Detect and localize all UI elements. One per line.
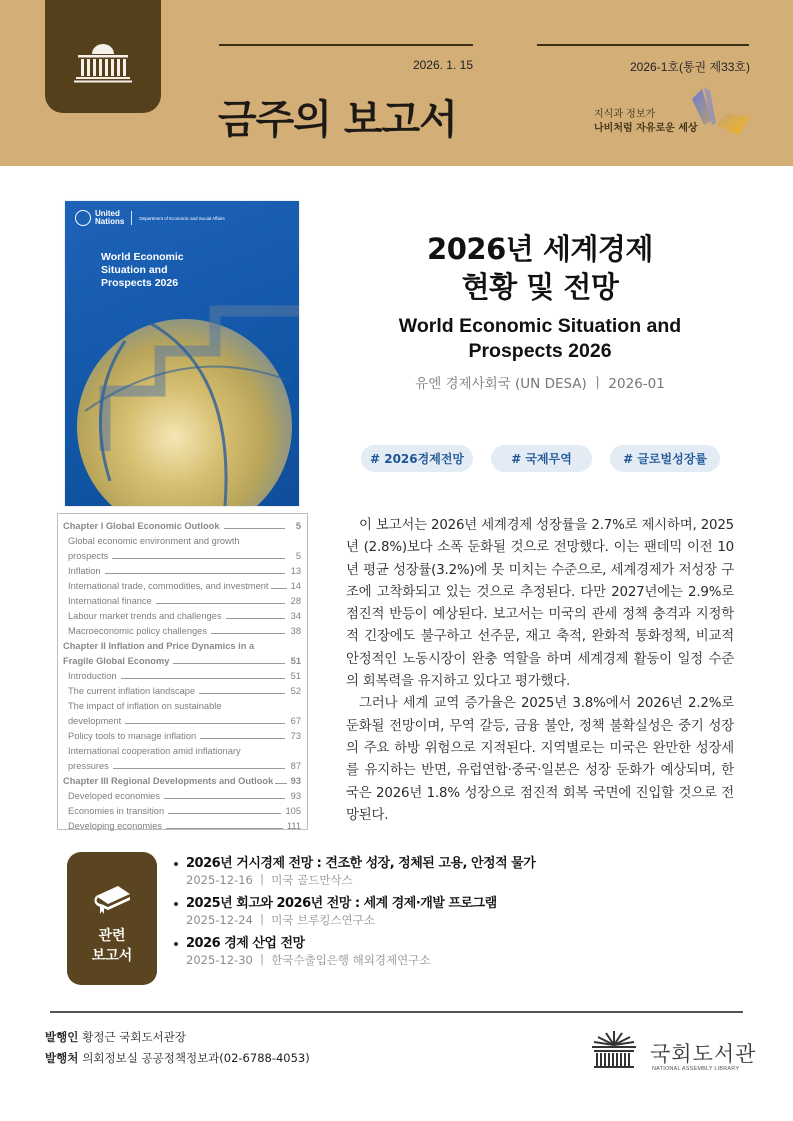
report-title-block xyxy=(345,230,735,392)
masthead-title: 금주의 보고서 xyxy=(218,97,457,143)
cover-title: World Economic Situation and Prospects 2026 xyxy=(101,251,184,289)
book-icon xyxy=(92,880,132,916)
publisher-info xyxy=(45,1027,310,1069)
header-rule-left xyxy=(219,44,473,46)
report-title-korean: 2026년 세계경제 현황 및 전망 xyxy=(427,232,653,304)
toc-entry: Economies in transition 105 xyxy=(68,806,301,816)
report-cover-image xyxy=(65,201,299,506)
toc-entry: Policy tools to manage inflation 73 xyxy=(68,731,301,741)
related-report-title[interactable]: 2026 경제 산업 전망 xyxy=(186,936,305,951)
tag-2026-outlook[interactable]: # 2026경제전망 xyxy=(361,445,473,472)
toc-entry-line: Chapter II Inflation and Price Dynamics in a xyxy=(63,641,255,651)
toc-entry-line: International cooperation amid inflationary xyxy=(68,746,241,756)
toc-entry: Introduction 51 xyxy=(68,671,301,681)
related-report-meta: 2025-12-24 ㅣ 미국 브루킹스연구소 xyxy=(186,913,375,927)
toc-entry: Macroeconomic policy challenges 38 xyxy=(68,626,301,636)
report-summary xyxy=(346,515,734,827)
toc-entry: prospects 5 xyxy=(68,551,301,561)
related-report-item[interactable] xyxy=(174,935,535,968)
related-report-meta: 2025-12-16 ㅣ 미국 골드만삭스 xyxy=(186,873,353,887)
un-branding xyxy=(75,210,225,226)
related-report-title[interactable]: 2026년 거시경제 전망 : 견조한 성장, 정체된 고용, 안정적 물가 xyxy=(186,856,536,871)
toc-entry-line: The impact of inflation on sustainable xyxy=(68,701,222,711)
toc-entry: Developing economies 111 xyxy=(68,821,301,831)
toc-entry: International finance 28 xyxy=(68,596,301,606)
cover-lines-graphic xyxy=(65,201,299,506)
library-name-english: NATIONAL ASSEMBLY LIBRARY xyxy=(652,1066,740,1072)
un-wordmark: United Nations xyxy=(95,209,125,226)
toc-entry: Chapter I Global Economic Outlook 5 xyxy=(63,521,301,531)
toc-entry: pressures 87 xyxy=(68,761,301,771)
assembly-building-icon xyxy=(73,42,133,84)
tag-international-trade[interactable]: # 국제무역 xyxy=(491,445,592,472)
related-report-meta: 2025-12-30 ㅣ 한국수출입은행 해외경제연구소 xyxy=(186,953,431,967)
header-band xyxy=(0,0,793,166)
toc-entry: development 67 xyxy=(68,716,301,726)
bullet-icon xyxy=(174,902,178,906)
header-rule-right xyxy=(537,44,749,46)
toc-entry: Developed economies 93 xyxy=(68,791,301,801)
national-assembly-library-logo-icon xyxy=(590,1029,638,1069)
slogan-line-2: 나비처럼 자유로운 세상 xyxy=(594,123,698,134)
related-report-item[interactable] xyxy=(174,855,535,888)
butterfly-book-icon xyxy=(682,85,754,137)
tag-global-growth[interactable]: # 글로벌성장률 xyxy=(610,445,720,472)
summary-paragraph: 그러나 세계 교역 증가율은 2025년 3.8%에서 2026년 2.2%로 둔화될 전망이며, 무역 갈등, 금융 불안, 정책 불확실성은 중기 성장의 주요 하방 위험으로 지적된다. 지역별로는 미국은 완만한 성장세를 유지하는 반면, 유럽연합·중국·일본은 성장 둔화가 예상되며, 한국은 2026년 1.8% 성장으로 점진적 회복 국면에 진입할 것으로 전망된다. xyxy=(346,696,734,823)
toc-entry: International trade, commodities, and investment 14 xyxy=(68,581,301,591)
related-report-item[interactable] xyxy=(174,895,535,928)
library-name-korean: 국회도서관 xyxy=(650,1042,757,1066)
toc-entry: Chapter III Regional Developments and Outlook 93 xyxy=(63,776,301,786)
keyword-tags xyxy=(361,445,720,472)
bullet-icon xyxy=(174,862,178,866)
divider xyxy=(131,211,132,225)
toc-entry: Labour market trends and challenges 34 xyxy=(68,611,301,621)
toc-entry: Fragile Global Economy 51 xyxy=(63,656,301,666)
toc-entry: The current inflation landscape 52 xyxy=(68,686,301,696)
related-report-title[interactable]: 2025년 회고와 2026년 전망 : 세계 경제·개발 프로그램 xyxy=(186,896,497,911)
publisher-row: 발행인 황정근 국회도서관장 xyxy=(45,1030,186,1044)
summary-paragraph: 이 보고서는 2026년 세계경제 성장률을 2.7%로 제시하며, 2025년 (2.8%)보다 소폭 둔화될 것으로 전망했다. 이는 팬데믹 이전 10년 평균 성장률(3.2%)에 못 미치는 수준으로, 세계경제가 저성장 구조에 고착화되고 있는 것으로 추정된다. 다만 2027년에는 2.9%로 점진적 반등이 예상된다. 보고서는 미국의 관세 정책 충격과 지정학적 긴장에도 불구하고 선주문, 재고 축적, 완화적 통화정책, 비교적 안정적인 노동시장이 완충 역할을 하며 세계경제 활동이 일정 수준의 회복력을 유지하고 있다고 평가했다. xyxy=(346,518,734,690)
table-of-contents xyxy=(57,513,308,830)
un-department: Department of Economic and Social Affairs xyxy=(139,215,225,221)
report-title-english: World Economic Situation and Prospects 2026 xyxy=(398,315,682,362)
footer-divider xyxy=(50,1011,743,1013)
slogan-line-1: 지식과 정보가 xyxy=(594,109,656,120)
related-reports-label: 관련 보고서 xyxy=(91,928,133,964)
related-reports-badge xyxy=(67,852,157,985)
office-row: 발행처 의회정보실 공공정책정보과(02-6788-4053) xyxy=(45,1051,310,1065)
toc-entry-line: Global economic environment and growth xyxy=(68,536,240,546)
report-source: 유엔 경제사회국 (UN DESA) ㅣ 2026-01 xyxy=(415,376,665,392)
bullet-icon xyxy=(174,942,178,946)
un-emblem-icon xyxy=(75,210,91,226)
toc-entry: Inflation 13 xyxy=(68,566,301,576)
related-reports-list xyxy=(174,855,535,975)
issue-number: 2026-1호(통권 제33호) xyxy=(630,60,750,74)
issue-date: 2026. 1. 15 xyxy=(412,58,473,72)
logo-tab xyxy=(45,0,161,113)
